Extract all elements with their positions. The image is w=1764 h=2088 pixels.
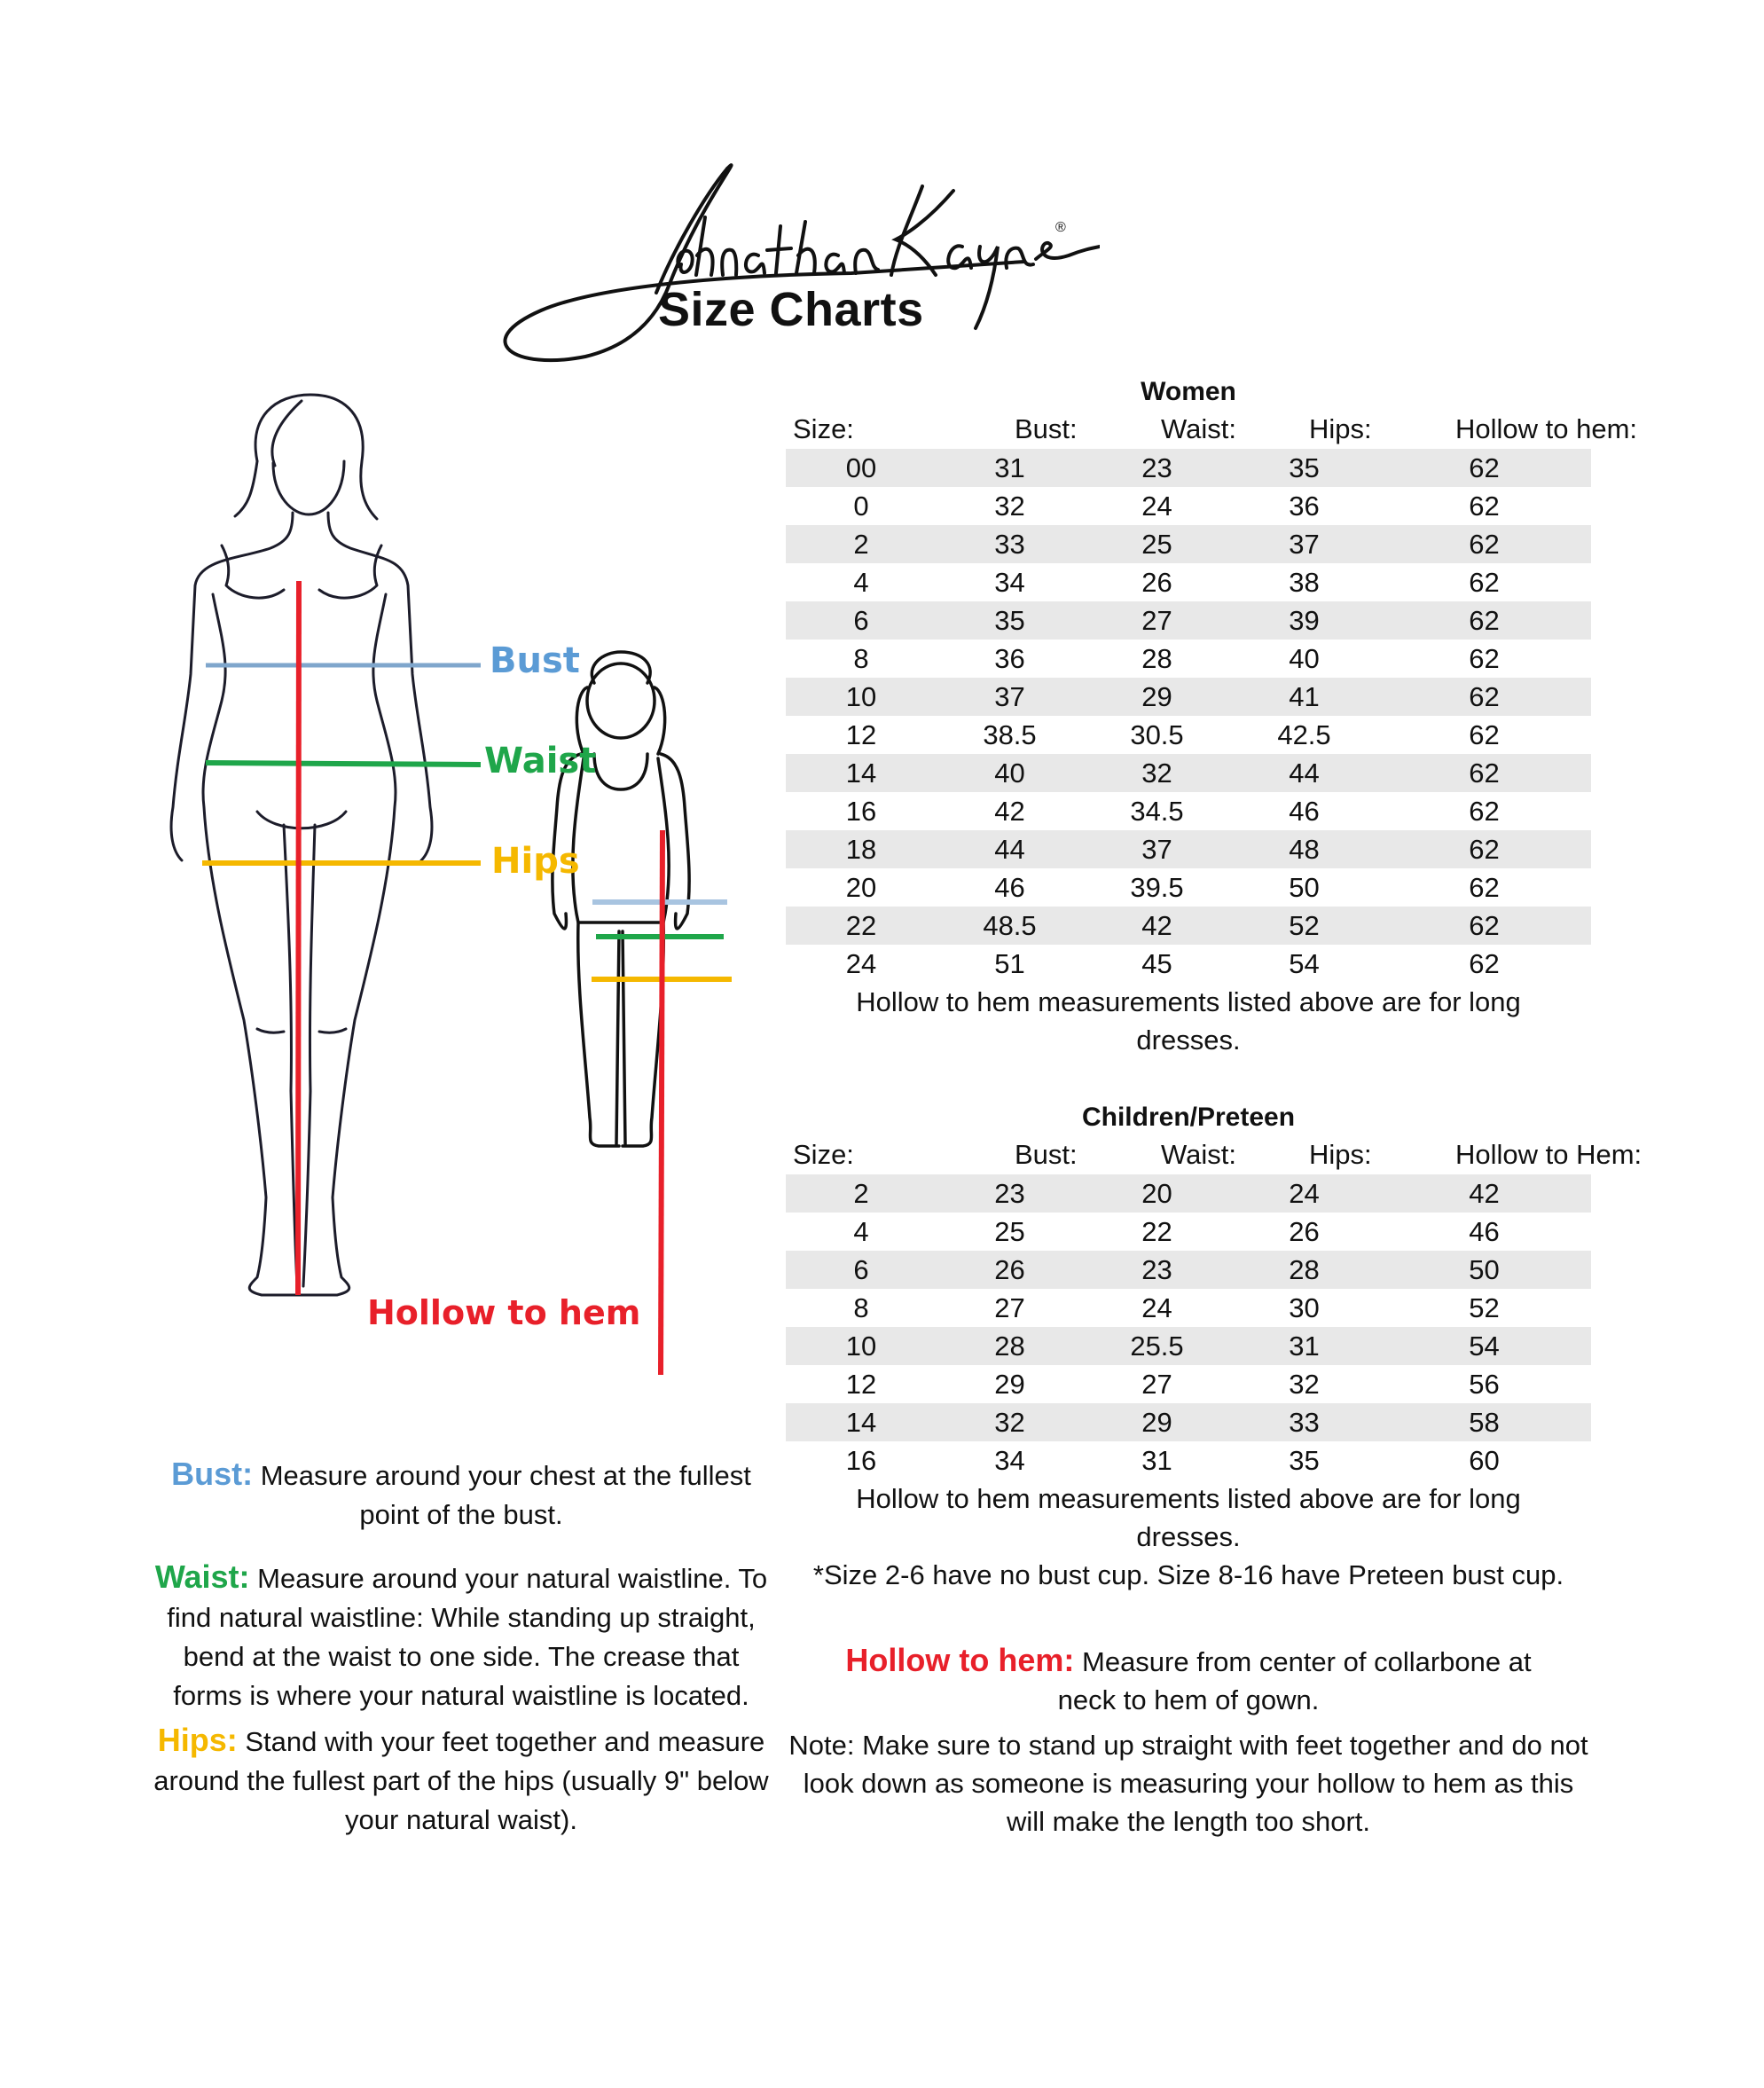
hips-text: Stand with your feet together and measure around the fullest part of the hips (usually 9" below your natural waist). <box>153 1726 769 1835</box>
cell-hips: 32 <box>1289 1369 1320 1400</box>
table-row <box>786 563 1591 601</box>
cell-size: 16 <box>845 1445 877 1476</box>
table-row <box>786 640 1591 678</box>
table-row <box>786 907 1591 945</box>
cell-size: 16 <box>845 796 877 827</box>
column-header-bust: Bust: <box>1015 1139 1078 1170</box>
hollow-to-hem-term: Hollow to hem: <box>845 1642 1075 1678</box>
table-row <box>786 1403 1591 1441</box>
table-row <box>786 1174 1591 1213</box>
cell-size: 4 <box>853 567 869 598</box>
cell-hollow-to-hem: 62 <box>1469 910 1500 941</box>
table-row <box>786 449 1591 487</box>
cell-size: 6 <box>853 1254 869 1285</box>
hollow-to-hem-definition <box>786 1641 1591 1841</box>
signature-logo-icon <box>479 151 1100 373</box>
cell-bust: 40 <box>994 757 1025 789</box>
cell-bust: 38.5 <box>983 719 1037 750</box>
cell-bust: 42 <box>994 796 1025 827</box>
table-row <box>786 487 1591 525</box>
cell-bust: 28 <box>994 1331 1025 1362</box>
cell-hips: 30 <box>1289 1292 1320 1323</box>
cell-waist: 37 <box>1141 834 1172 865</box>
cell-bust: 34 <box>994 567 1025 598</box>
cell-hollow-to-hem: 62 <box>1469 529 1500 560</box>
brand-logo <box>479 151 1100 373</box>
cell-waist: 27 <box>1141 1369 1172 1400</box>
waist-term: Waist: <box>154 1558 250 1595</box>
table-row <box>786 601 1591 640</box>
cell-bust: 44 <box>994 834 1025 865</box>
cell-bust: 37 <box>994 681 1025 712</box>
cell-bust: 32 <box>994 1407 1025 1438</box>
column-header-waist: Waist: <box>1161 1139 1236 1170</box>
cell-hips: 40 <box>1289 643 1320 674</box>
measurement-definitions <box>151 1455 772 1863</box>
table-row <box>786 1327 1591 1365</box>
cell-bust: 46 <box>994 872 1025 903</box>
cell-hollow-to-hem: 62 <box>1469 567 1500 598</box>
table-note: Hollow to hem measurements listed above are for long dresses. <box>856 1483 1521 1552</box>
bust-term: Bust: <box>171 1456 254 1492</box>
cell-hips: 48 <box>1289 834 1320 865</box>
cell-size: 14 <box>845 1407 877 1438</box>
cell-hollow-to-hem: 60 <box>1469 1445 1500 1476</box>
women-size-table <box>786 374 1638 1059</box>
hips-term: Hips: <box>157 1722 238 1758</box>
table-row <box>786 1365 1591 1403</box>
cell-size: 8 <box>853 643 869 674</box>
cell-bust: 25 <box>994 1216 1025 1247</box>
hollow-to-hem-definition-text <box>786 1641 1591 1719</box>
woman-figure-icon <box>160 381 780 1393</box>
cell-hollow-to-hem: 42 <box>1469 1178 1500 1209</box>
cell-hollow-to-hem: 62 <box>1469 872 1500 903</box>
cell-hollow-to-hem: 58 <box>1469 1407 1500 1438</box>
table-row <box>786 525 1591 563</box>
cell-hollow-to-hem: 62 <box>1469 491 1500 522</box>
measuring-note: Note: Make sure to stand up straight with feet together and do not look down as someone is measuring your hollow to hem as this will make the length too short. <box>788 1730 1588 1837</box>
table-row <box>786 754 1591 792</box>
cell-size: 14 <box>845 757 877 789</box>
cell-hips: 44 <box>1289 757 1320 789</box>
cell-hips: 26 <box>1289 1216 1320 1247</box>
cell-hips: 33 <box>1289 1407 1320 1438</box>
cell-hips: 24 <box>1289 1178 1320 1209</box>
cell-size: 6 <box>853 605 869 636</box>
cell-hips: 42.5 <box>1277 719 1331 750</box>
cell-size: 2 <box>853 529 869 560</box>
table-row <box>786 945 1591 983</box>
table-row <box>786 868 1591 907</box>
cell-waist: 24 <box>1141 1292 1172 1323</box>
cell-waist: 22 <box>1141 1216 1172 1247</box>
cell-waist: 30.5 <box>1130 719 1184 750</box>
cell-size: 12 <box>845 719 877 750</box>
cell-size: 10 <box>845 1331 877 1362</box>
cell-hips: 38 <box>1289 567 1320 598</box>
cell-bust: 29 <box>994 1369 1025 1400</box>
hips-label: Hips <box>491 841 580 882</box>
cell-size: 00 <box>845 452 877 483</box>
hollow-to-hem-text: Measure from center of collarbone at neck to hem of gown. <box>1057 1646 1532 1715</box>
cell-waist: 27 <box>1141 605 1172 636</box>
cell-bust: 32 <box>994 491 1025 522</box>
column-header-hollow-to-hem: Hollow to hem: <box>1455 413 1638 444</box>
table-header-row <box>786 1135 1642 1174</box>
cell-hollow-to-hem: 62 <box>1469 452 1500 483</box>
waist-definition <box>151 1558 772 1715</box>
cell-hollow-to-hem: 62 <box>1469 719 1500 750</box>
cell-hollow-to-hem: 62 <box>1469 605 1500 636</box>
cell-size: 2 <box>853 1178 869 1209</box>
cell-hollow-to-hem: 62 <box>1469 757 1500 789</box>
cell-bust: 51 <box>994 948 1025 979</box>
table-row <box>786 716 1591 754</box>
cell-hips: 28 <box>1289 1254 1320 1285</box>
table-body <box>786 449 1591 983</box>
cell-waist: 31 <box>1141 1445 1172 1476</box>
cell-hips: 52 <box>1289 910 1320 941</box>
cell-size: 22 <box>845 910 877 941</box>
cell-hollow-to-hem: 62 <box>1469 948 1500 979</box>
cell-bust: 23 <box>994 1178 1025 1209</box>
cell-size: 8 <box>853 1292 869 1323</box>
cell-waist: 20 <box>1141 1178 1172 1209</box>
column-header-bust: Bust: <box>1015 413 1078 444</box>
cell-bust: 36 <box>994 643 1025 674</box>
table-body <box>786 1174 1591 1480</box>
cell-waist: 32 <box>1141 757 1172 789</box>
bust-definition <box>151 1455 772 1535</box>
cell-hips: 41 <box>1289 681 1320 712</box>
cell-size: 0 <box>853 491 869 522</box>
cell-hollow-to-hem: 56 <box>1469 1369 1500 1400</box>
cell-bust: 34 <box>994 1445 1025 1476</box>
column-header-size: Size: <box>793 413 854 444</box>
cell-hollow-to-hem: 46 <box>1469 1216 1500 1247</box>
cell-hips: 35 <box>1289 1445 1320 1476</box>
cell-hollow-to-hem: 62 <box>1469 834 1500 865</box>
cell-waist: 39.5 <box>1130 872 1184 903</box>
cell-hips: 31 <box>1289 1331 1320 1362</box>
table-title: Women <box>1141 377 1236 406</box>
cell-waist: 23 <box>1141 1254 1172 1285</box>
cell-waist: 45 <box>1141 948 1172 979</box>
table-row <box>786 678 1591 716</box>
cell-bust: 31 <box>994 452 1025 483</box>
cell-size: 10 <box>845 681 877 712</box>
cell-bust: 26 <box>994 1254 1025 1285</box>
cell-hollow-to-hem: 52 <box>1469 1292 1500 1323</box>
bust-cup-footnote: *Size 2-6 have no bust cup. Size 8-16 have Preteen bust cup. <box>812 1559 1564 1590</box>
children-size-table <box>786 1100 1642 1594</box>
cell-waist: 25 <box>1141 529 1172 560</box>
table-note: Hollow to hem measurements listed above are for long dresses. <box>856 986 1521 1056</box>
table-row <box>786 830 1591 868</box>
cell-size: 12 <box>845 1369 877 1400</box>
cell-size: 18 <box>845 834 877 865</box>
measurement-figures <box>160 381 780 1393</box>
table-header-row <box>786 410 1638 449</box>
cell-waist: 29 <box>1141 681 1172 712</box>
hollow-to-hem-line <box>298 581 299 1295</box>
column-header-hips: Hips: <box>1309 413 1372 444</box>
cell-waist: 28 <box>1141 643 1172 674</box>
cell-hips: 37 <box>1289 529 1320 560</box>
cell-bust: 27 <box>994 1292 1025 1323</box>
column-header-size: Size: <box>793 1139 854 1170</box>
cell-hips: 54 <box>1289 948 1320 979</box>
column-header-hips: Hips: <box>1309 1139 1372 1170</box>
registered-mark: ® <box>1055 220 1066 235</box>
cell-bust: 35 <box>994 605 1025 636</box>
cell-waist: 34.5 <box>1130 796 1184 827</box>
cell-waist: 26 <box>1141 567 1172 598</box>
table-row <box>786 1289 1591 1327</box>
cell-waist: 29 <box>1141 1407 1172 1438</box>
cell-size: 20 <box>845 872 877 903</box>
waist-label: Waist <box>484 741 597 781</box>
cell-hips: 35 <box>1289 452 1320 483</box>
cell-hips: 39 <box>1289 605 1320 636</box>
page-title: Size Charts <box>658 283 924 336</box>
cell-hollow-to-hem: 62 <box>1469 681 1500 712</box>
waist-text: Measure around your natural waistline. To find natural waistline: While standing up straight, bend at the waist to one side. The crease that forms is where your natural waistline is located. <box>167 1563 768 1711</box>
column-header-hollow-to-hem: Hollow to Hem: <box>1455 1139 1642 1170</box>
cell-hips: 46 <box>1289 796 1320 827</box>
cell-bust: 33 <box>994 529 1025 560</box>
cell-bust: 48.5 <box>983 910 1037 941</box>
cell-hips: 36 <box>1289 491 1320 522</box>
cell-hollow-to-hem: 62 <box>1469 643 1500 674</box>
cell-waist: 42 <box>1141 910 1172 941</box>
table-row <box>786 1251 1591 1289</box>
table-row <box>786 1213 1591 1251</box>
cell-size: 4 <box>853 1216 869 1247</box>
table-row <box>786 1441 1591 1480</box>
table-title: Children/Preteen <box>1081 1103 1296 1132</box>
cell-waist: 25.5 <box>1130 1331 1184 1362</box>
hips-definition <box>151 1721 772 1840</box>
cell-waist: 24 <box>1141 491 1172 522</box>
hollow-to-hem-label: Hollow to hem <box>367 1293 641 1332</box>
cell-hips: 50 <box>1289 872 1320 903</box>
column-header-waist: Waist: <box>1161 413 1236 444</box>
waist-line <box>206 763 481 765</box>
cell-hollow-to-hem: 54 <box>1469 1331 1500 1362</box>
bust-label: Bust <box>490 640 580 681</box>
cell-hollow-to-hem: 50 <box>1469 1254 1500 1285</box>
bust-text: Measure around your chest at the fullest point of the bust. <box>260 1460 751 1530</box>
table-row <box>786 792 1591 830</box>
cell-size: 24 <box>845 948 877 979</box>
cell-waist: 23 <box>1141 452 1172 483</box>
cell-hollow-to-hem: 62 <box>1469 796 1500 827</box>
